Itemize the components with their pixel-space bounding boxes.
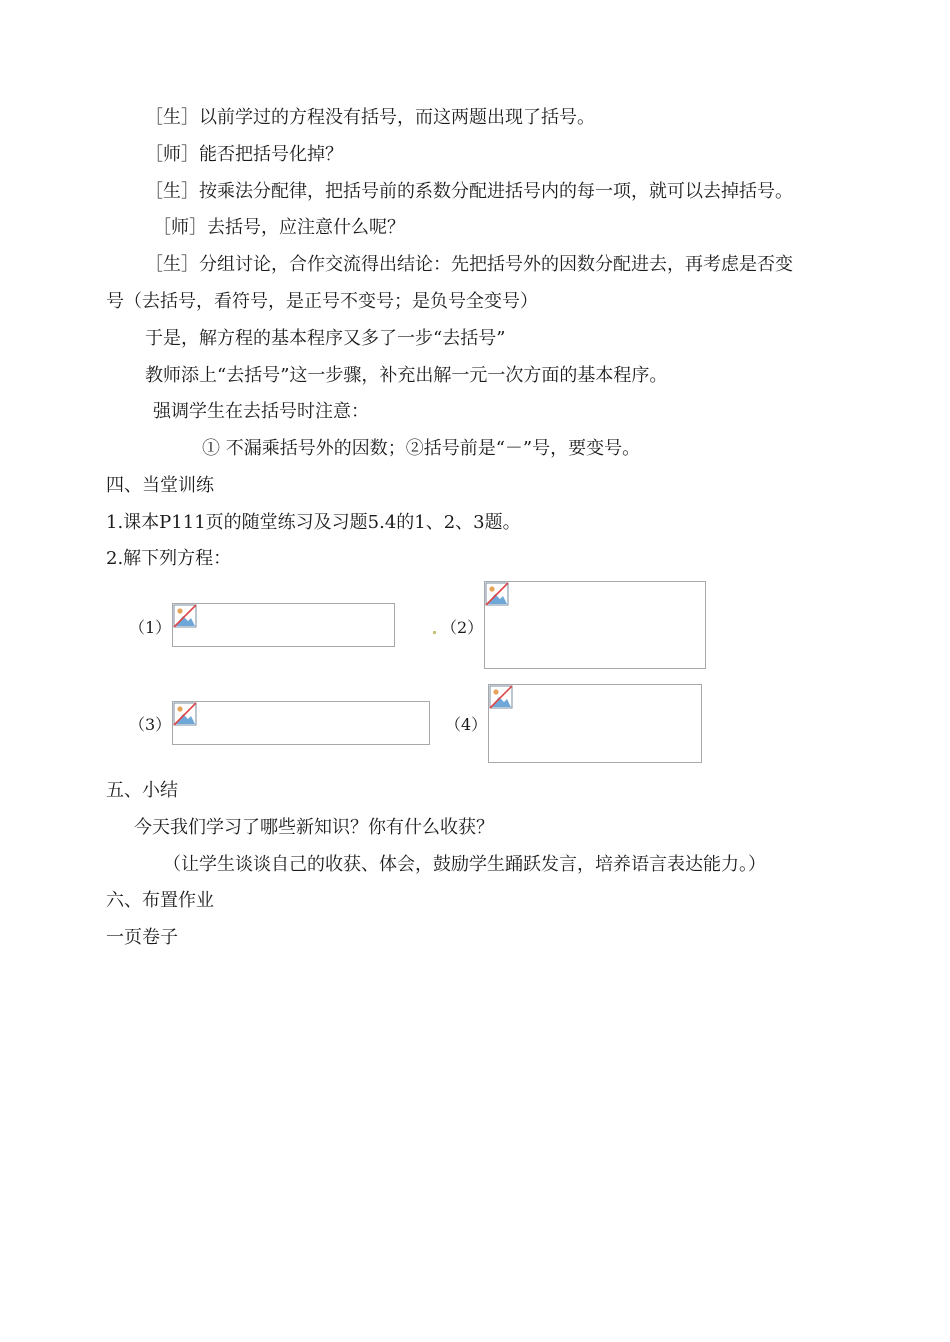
broken-image-icon bbox=[485, 582, 509, 606]
dialogue-line-9: 强调学生在去括号时注意： bbox=[153, 401, 369, 422]
section5-note: （让学生谈谈自己的收获、体会，鼓励学生踊跃发言，培养语言表达能力。） bbox=[163, 854, 766, 875]
equation-1-label: （1） bbox=[129, 618, 172, 637]
broken-image-icon bbox=[173, 702, 197, 726]
section4-item1: 1.课本P111页的随堂练习及习题5.4的1、2、3题。 bbox=[106, 512, 521, 533]
broken-image-icon bbox=[489, 685, 513, 709]
stray-mark bbox=[433, 631, 436, 634]
equation-4-label: （4） bbox=[445, 715, 488, 734]
dialogue-line-4: ［师］去括号，应注意什么呢？ bbox=[153, 217, 405, 238]
section5-heading: 五、小结 bbox=[106, 780, 178, 801]
dialogue-line-1: ［生］以前学过的方程没有括号，而这两题出现了括号。 bbox=[145, 107, 595, 128]
section5-question: 今天我们学习了哪些新知识？你有什么收获？ bbox=[134, 817, 494, 838]
equation-3-label: （3） bbox=[129, 715, 172, 734]
section4-heading: 四、当堂训练 bbox=[106, 475, 214, 496]
equation-4-image bbox=[488, 684, 702, 763]
dialogue-line-6: 号（去括号，看符号，是正号不变号；是负号全变号） bbox=[106, 291, 538, 312]
equation-3-image bbox=[172, 701, 430, 745]
section6-homework: 一页卷子 bbox=[106, 927, 178, 948]
broken-image-icon bbox=[173, 604, 197, 628]
dialogue-line-7: 于是，解方程的基本程序又多了一步“去括号” bbox=[145, 328, 506, 349]
equation-2-label: （2） bbox=[441, 618, 484, 637]
dialogue-line-5: ［生］分组讨论，合作交流得出结论：先把括号外的因数分配进去，再考虑是否变 bbox=[145, 254, 793, 275]
section4-item2: 2.解下列方程： bbox=[106, 548, 232, 569]
dialogue-line-8: 教师添上“去括号”这一步骤，补充出解一元一次方面的基本程序。 bbox=[145, 365, 668, 386]
equation-1-image bbox=[172, 603, 395, 647]
dialogue-line-10: ① 不漏乘括号外的因数；②括号前是“－”号，要变号。 bbox=[202, 438, 641, 459]
section6-heading: 六、布置作业 bbox=[106, 890, 214, 911]
dialogue-line-3: ［生］按乘法分配律，把括号前的系数分配进括号内的每一项，就可以去掉括号。 bbox=[145, 181, 793, 202]
equation-2-image bbox=[484, 581, 706, 669]
dialogue-line-2: ［师］能否把括号化掉？ bbox=[145, 144, 343, 165]
